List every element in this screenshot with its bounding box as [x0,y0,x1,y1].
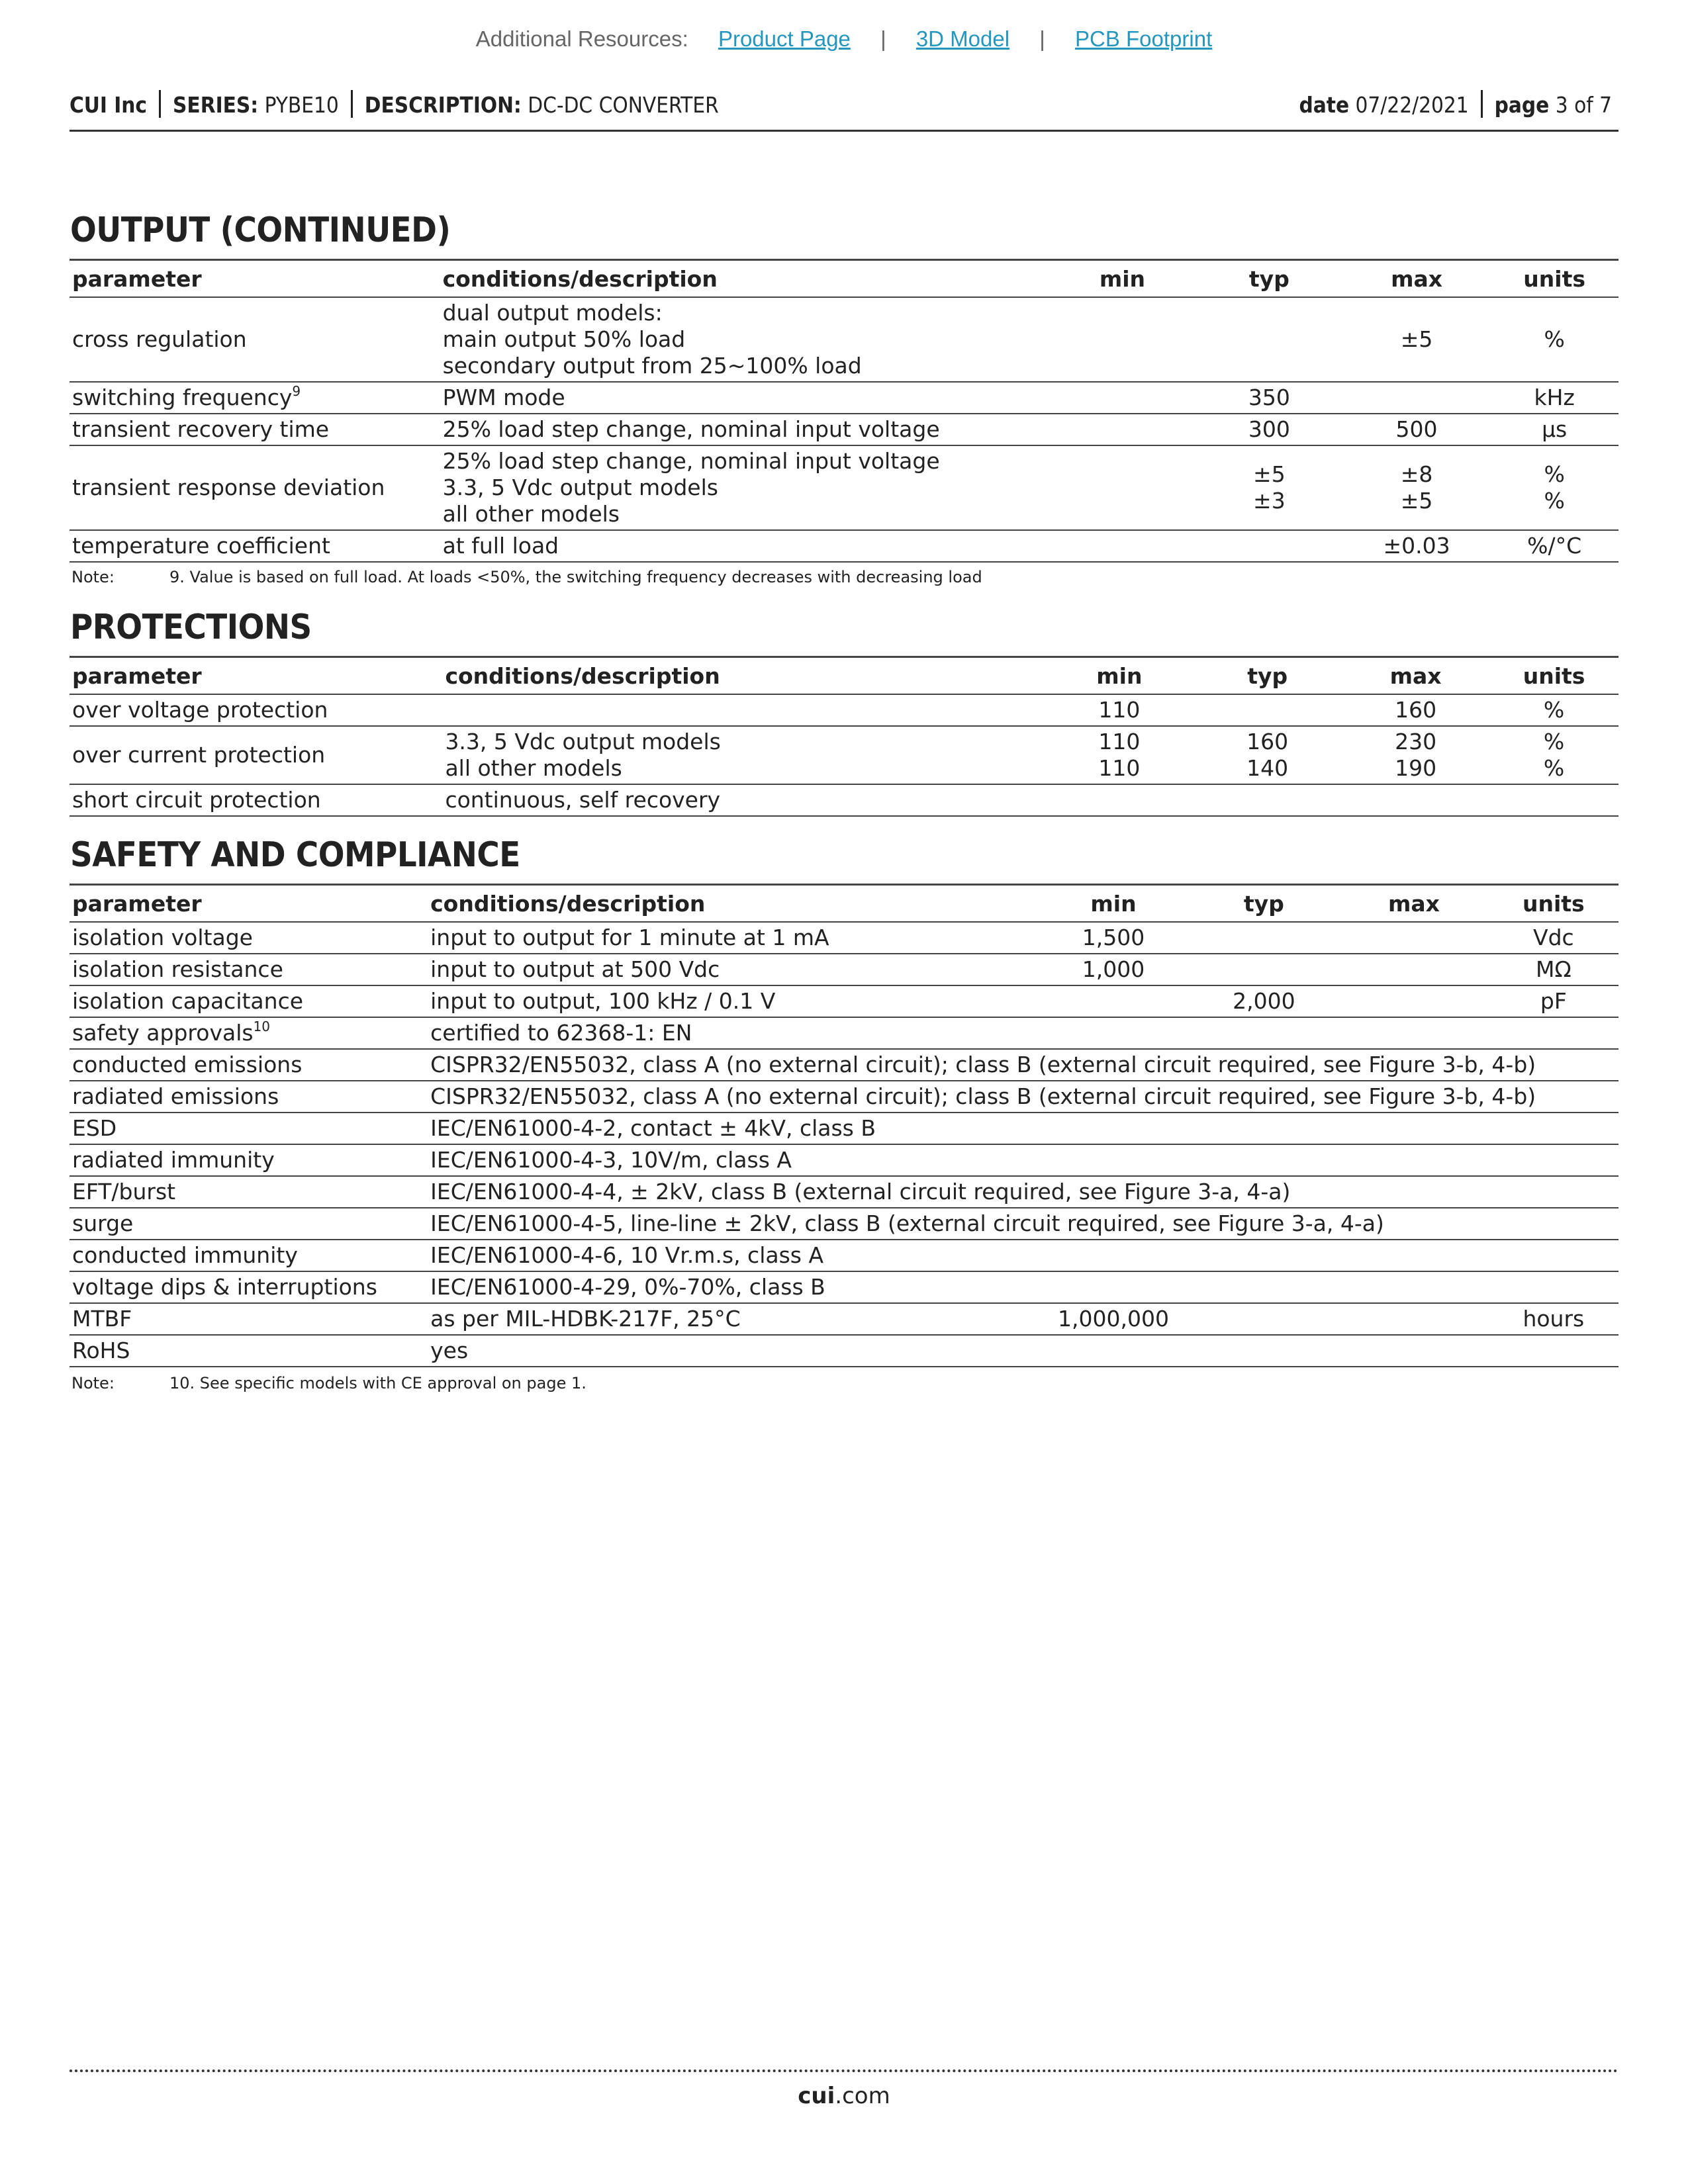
parameter-cell [70,726,442,784]
column-header-units: units [1489,885,1618,923]
units-cell [1489,985,1618,1017]
header-divider [351,90,353,118]
table-row [70,954,1618,985]
page-value: 3 of 7 [1555,92,1612,118]
parameter-cell [70,530,440,562]
max-cell [1343,414,1491,445]
units-value: % [1544,461,1565,487]
column-header-max: max [1339,885,1488,923]
cond-value: secondary output from 25~100% load [442,353,862,379]
cond-value: 25% load step change, nominal input voltage [442,448,940,474]
column-header-units: units [1489,657,1618,695]
min-cell [1038,1303,1188,1335]
max-value: ±5 [1400,488,1433,514]
parameter-name: radiated immunity [72,1147,275,1173]
output-section-title: OUTPUT (CONTINUED) [70,210,451,250]
max-value: 230 [1395,729,1437,754]
cond-cell [428,1335,1038,1367]
date-value: 07/22/2021 [1355,92,1469,118]
cond-value: at full load [442,533,559,559]
min-cell [1045,784,1193,816]
max-value: ±0.03 [1383,533,1450,559]
cond-cell [442,726,1045,784]
cond-value: input to output at 500 Vdc [430,956,720,982]
parameter-cell [70,985,428,1017]
parameter-cell [70,1271,428,1303]
table-row [70,1017,1618,1049]
footer-brand: cui [798,2083,835,2109]
typ-value: ±5 [1253,461,1286,487]
column-header-max: max [1342,657,1489,695]
max-value: ±5 [1400,326,1433,352]
column-header-min: min [1045,657,1193,695]
table-row [70,784,1618,816]
cond-cell [428,1303,1038,1335]
cond-value: input to output for 1 minute at 1 mA [430,925,829,950]
units-value: %/°C [1527,533,1582,559]
units-value: pF [1540,988,1567,1014]
units-cell [1489,1303,1618,1335]
parameter-cell [70,445,440,530]
parameter-name: conducted immunity [72,1242,298,1268]
typ-value: 140 [1246,755,1289,781]
table-header-row [70,260,1618,298]
units-value: % [1544,326,1565,352]
cond-value: main output 50% load [442,326,686,352]
max-cell [1343,382,1491,414]
parameter-name: isolation resistance [72,956,283,982]
document-header [70,87,1618,132]
max-cell [1342,784,1489,816]
max-cell [1339,1303,1488,1335]
max-cell [1343,297,1491,382]
typ-value: 160 [1246,729,1289,754]
note-text: 10. See specific models with CE approval on page 1. [169,1374,586,1392]
units-cell [1489,954,1618,985]
column-header-min: min [1038,885,1188,923]
parameter-cell [70,784,442,816]
table-row [70,530,1618,562]
max-cell [1339,922,1488,954]
column-header-parameter: parameter [70,885,428,923]
units-value: kHz [1534,385,1575,410]
column-header-parameter: parameter [70,260,440,298]
note-text: 9. Value is based on full load. At loads <50%, the switching frequency decreases with decreasing load [169,568,982,586]
parameter-cell [70,1303,428,1335]
parameter-name: EFT/burst [72,1179,176,1205]
table-row [70,1240,1618,1271]
table-row [70,1335,1618,1367]
table-row [70,1113,1618,1144]
min-cell [1049,530,1196,562]
parameter-name: over voltage protection [72,697,328,723]
max-value: 500 [1395,416,1438,442]
column-header-min: min [1049,260,1196,298]
series-value: PYBE10 [264,92,339,118]
parameter-cell [70,1081,428,1113]
footer [0,2083,1688,2109]
min-value: 1,000 [1082,956,1145,982]
units-cell [1489,784,1618,816]
link-separator: | [1039,26,1045,51]
parameter-name: short circuit protection [72,787,321,813]
table-row [70,726,1618,784]
footer-divider [70,2070,1618,2072]
max-cell [1343,445,1491,530]
cond-cell [428,954,1038,985]
parameter-name: temperature coefficient [72,533,330,559]
max-cell [1342,726,1489,784]
page-label: page [1494,92,1550,118]
column-header-parameter: parameter [70,657,442,695]
parameter-cell [70,922,428,954]
min-cell [1038,985,1188,1017]
typ-value: 2,000 [1233,988,1295,1014]
cond-value: all other models [445,755,622,781]
conditions-cell: IEC/EN61000-4-3, 10V/m, class A [428,1144,1618,1176]
min-cell [1049,297,1196,382]
typ-cell [1193,694,1342,726]
cond-value: continuous, self recovery [445,787,721,813]
units-cell [1490,382,1618,414]
parameter-cell [70,1208,428,1240]
conditions-cell: IEC/EN61000-4-29, 0%-70%, class B [428,1271,1618,1303]
table-row [70,1208,1618,1240]
typ-cell [1189,985,1340,1017]
units-cell [1489,726,1618,784]
conditions-cell: IEC/EN61000-4-5, line-line ± 2kV, class B (external circuit required, see Figure 3-a, 4-a) [428,1208,1618,1240]
typ-cell [1193,784,1342,816]
min-cell [1038,922,1188,954]
table-row [70,985,1618,1017]
min-cell [1038,1335,1188,1367]
parameter-name: conducted emissions [72,1052,303,1077]
table-row [70,414,1618,445]
max-value: ±8 [1400,461,1433,487]
description-label: DESCRIPTION: [364,92,522,118]
typ-cell [1196,530,1343,562]
output-table [70,259,1618,563]
max-cell [1339,985,1488,1017]
header-divider [1481,90,1483,118]
cond-value: 3.3, 5 Vdc output models [442,475,718,500]
units-cell [1489,1335,1618,1367]
units-value: % [1544,488,1565,514]
conditions-cell: CISPR32/EN55032, class A (no external circuit); class B (external circuit required, see Figure 3-b, 4-b) [428,1049,1618,1081]
cond-cell [428,985,1038,1017]
table-row [70,1271,1618,1303]
max-cell [1343,530,1491,562]
units-cell [1490,530,1618,562]
header-left [70,90,719,118]
cond-value: as per MIL-HDBK-217F, 25°C [430,1306,741,1332]
cond-value: dual output models: [442,300,663,326]
cond-cell [440,382,1049,414]
protections-table [70,656,1618,817]
protections-section-title: PROTECTIONS [70,608,312,647]
cond-cell [440,530,1049,562]
table-row [70,922,1618,954]
table-row [70,694,1618,726]
parameter-name: voltage dips & interruptions [72,1274,377,1300]
parameter-name: cross regulation [72,326,247,352]
max-cell [1339,954,1488,985]
units-value: μs [1542,416,1568,442]
typ-cell [1196,297,1343,382]
table-row [70,1144,1618,1176]
parameter-cell [70,694,442,726]
table-row [70,382,1618,414]
conditions-cell: certified to 62368-1: EN [428,1017,1618,1049]
additional-resources [0,26,1688,52]
column-header-conditions: conditions/description [440,260,1049,298]
table-row [70,1081,1618,1113]
units-value: MΩ [1535,956,1571,982]
parameter-name: isolation capacitance [72,988,304,1014]
max-value: 190 [1395,755,1437,781]
parameter-name: transient response deviation [72,475,385,500]
parameter-name: isolation voltage [72,925,253,950]
parameter-name: radiated emissions [72,1083,279,1109]
typ-cell [1196,445,1343,530]
cond-cell [440,445,1049,530]
parameter-name: RoHS [72,1338,130,1363]
parameter-cell [70,414,440,445]
min-cell [1049,445,1196,530]
date-label: date [1299,92,1350,118]
parameter-cell [70,1240,428,1271]
min-cell [1038,954,1188,985]
column-header-typ: typ [1193,657,1342,695]
parameter-cell [70,954,428,985]
conditions-cell: IEC/EN61000-4-2, contact ± 4kV, class B [428,1113,1618,1144]
table-row [70,1303,1618,1335]
safety-note [71,1374,586,1392]
product-page-link[interactable]: Product Page [718,26,851,51]
footnote-ref: 9 [292,383,301,399]
max-cell [1339,1335,1488,1367]
resources-label: Additional Resources: [475,26,688,51]
cond-cell [440,414,1049,445]
column-header-conditions: conditions/description [428,885,1038,923]
parameter-cell [70,1144,428,1176]
safety-section-title: SAFETY AND COMPLIANCE [70,835,520,875]
min-cell [1049,382,1196,414]
min-value: 110 [1098,697,1141,723]
parameter-cell [70,1113,428,1144]
conditions-cell: CISPR32/EN55032, class A (no external circuit); class B (external circuit required, see Figure 3-b, 4-b) [428,1081,1618,1113]
parameter-cell [70,382,440,414]
min-value: 1,000,000 [1058,1306,1169,1332]
header-right [1299,90,1612,118]
parameter-name: ESD [72,1115,117,1141]
typ-value: 300 [1248,416,1290,442]
pcb-footprint-link[interactable]: PCB Footprint [1074,26,1213,51]
parameter-name: safety approvals [72,1020,254,1046]
cond-value: all other models [442,501,620,527]
units-cell [1490,297,1618,382]
table-header-row [70,885,1618,923]
parameter-cell [70,1017,428,1049]
units-cell [1490,445,1618,530]
table-row [70,445,1618,530]
cond-value: input to output, 100 kHz / 0.1 V [430,988,776,1014]
parameter-cell [70,297,440,382]
table-row [70,1176,1618,1208]
min-value: 110 [1098,755,1141,781]
parameter-name: surge [72,1210,134,1236]
units-cell [1490,414,1618,445]
footnote-ref: 10 [253,1019,271,1034]
column-header-max: max [1343,260,1491,298]
link-separator: | [880,26,886,51]
min-cell [1045,694,1193,726]
3d-model-link[interactable]: 3D Model [915,26,1010,51]
description-value: DC-DC CONVERTER [528,92,719,118]
output-note [71,568,982,586]
parameter-cell [70,1176,428,1208]
table-row [70,1049,1618,1081]
table-row [70,297,1618,382]
min-cell [1049,414,1196,445]
header-divider [159,90,161,118]
parameter-name: MTBF [72,1306,132,1332]
parameter-cell [70,1335,428,1367]
cond-cell [428,922,1038,954]
typ-cell [1196,382,1343,414]
typ-cell [1189,922,1340,954]
parameter-cell [70,1049,428,1081]
cond-value: PWM mode [442,385,565,410]
conditions-cell: IEC/EN61000-4-6, 10 Vr.m.s, class A [428,1240,1618,1271]
min-cell [1045,726,1193,784]
cond-value: yes [430,1338,469,1363]
series-label: SERIES: [173,92,259,118]
cond-value: 3.3, 5 Vdc output models [445,729,721,754]
table-header-row [70,657,1618,695]
column-header-typ: typ [1189,885,1340,923]
column-header-typ: typ [1196,260,1343,298]
parameter-name: transient recovery time [72,416,330,442]
min-value: 1,500 [1082,925,1145,950]
units-value: % [1543,755,1565,781]
typ-cell [1189,954,1340,985]
parameter-name: switching frequency [72,385,293,410]
min-value: 110 [1098,729,1141,754]
units-cell [1489,922,1618,954]
cond-value: 25% load step change, nominal input voltage [442,416,940,442]
footer-domain: .com [835,2083,890,2109]
typ-value: ±3 [1253,488,1286,514]
typ-cell [1189,1335,1340,1367]
conditions-cell: IEC/EN61000-4-4, ± 2kV, class B (external circuit required, see Figure 3-a, 4-a) [428,1176,1618,1208]
max-cell [1342,694,1489,726]
column-header-units: units [1490,260,1618,298]
column-header-conditions: conditions/description [442,657,1045,695]
units-value: Vdc [1533,925,1574,950]
units-value: % [1543,729,1565,754]
units-cell [1489,694,1618,726]
units-value: % [1543,697,1565,723]
cond-cell [442,784,1045,816]
note-label: Note: [71,1374,115,1392]
typ-cell [1196,414,1343,445]
company-name: CUI Inc [70,92,148,118]
parameter-name: over current protection [72,742,326,768]
note-label: Note: [71,568,115,586]
typ-cell [1189,1303,1340,1335]
cond-cell [440,297,1049,382]
cond-cell [442,694,1045,726]
typ-value: 350 [1248,385,1290,410]
safety-table [70,884,1618,1367]
max-value: 160 [1395,697,1437,723]
typ-cell [1193,726,1342,784]
units-value: hours [1523,1306,1585,1332]
